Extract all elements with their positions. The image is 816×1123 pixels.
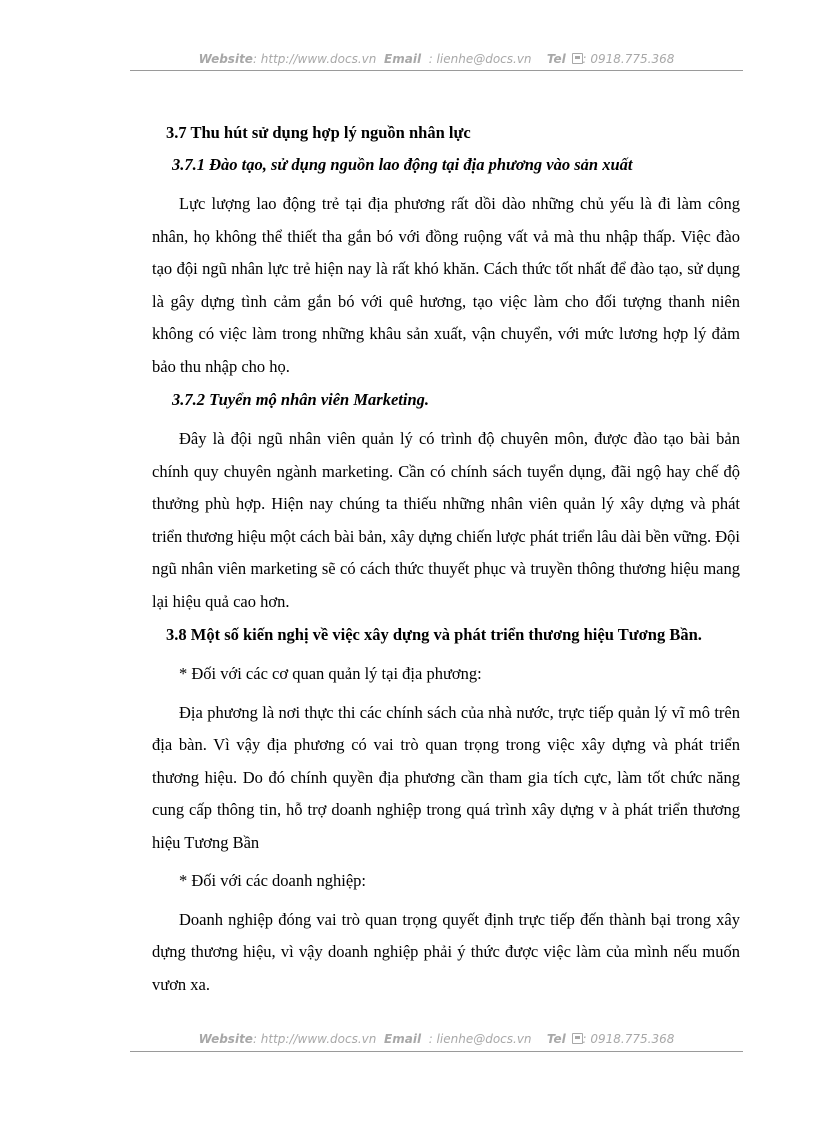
section-3-7-title: 3.7 Thu hút sử dụng hợp lý nguồn nhân lực [166,123,471,142]
page-footer [130,1031,743,1047]
footer-tel-label: Tel [546,1032,566,1046]
footer-email-label: Email [384,1032,422,1046]
paragraph-2: Đây là đội ngũ nhân viên quản lý có trình độ chuyên môn, được đào tạo bài bản chính quy chuyên ngành marketing. Cần có chính sách tuyển dụng, đãi ngộ hay chế độ thưởng phù hợp. Hiện nay chúng ta thiếu những nhân viên quản lý xây dựng và phát triển thương hiệu một cách bài bản, xây dựng chiến lược phát triển lâu dài bền vững. Đội ngũ nhân viên marketing sẽ có cách thức thuyết phục và truyền thông thương hiệu mang lại hiệu quả cao hơn. [152,429,740,611]
paragraph-4: Doanh nghiệp đóng vai trò quan trọng quyết định trực tiếp đến thành bại trong xây dựng thương hiệu, vì vậy doanh nghiệp phải ý thức được việc làm của mình nếu muốn vươn xa. [152,909,740,994]
page-header [130,51,743,67]
document-body [152,118,740,1001]
footer-rule [130,1051,743,1052]
header-rule [130,70,743,71]
footer-website-value: : http://www.docs.vn [252,1032,377,1046]
subsection-3-7-2-title: 3.7.2 Tuyển mộ nhân viên Marketing. [172,390,429,409]
subsection-3-7-1-title: 3.7.1 Đào tạo, sử dụng nguồn lao động tại địa phương vào sản xuất [172,155,633,174]
header-tel-value: : 0918.775.368 [582,52,675,66]
paragraph-1: Lực lượng lao động trẻ tại địa phương rất dồi dào những chủ yếu là đi làm công nhân, họ không thể thiết tha gắn bó với đồng ruộng vất vả mà thu nhập thấp. Việc đào tạo đội ngũ nhân lực trẻ hiện nay là rất khó khăn. Cách thức tốt nhất để đào tạo, sử dụng là gây dựng tình cảm gắn bó với quê hương, tạo việc làm cho đối tượng thanh niên không có việc làm trong những khâu sản xuất, vận chuyển, với mức lương hợp lý đảm bảo thu nhập cho họ. [152,194,740,376]
header-email-label: Email [384,52,422,66]
phone-icon [572,53,583,64]
paragraph-3: Địa phương là nơi thực thi các chính sách của nhà nước, trực tiếp quản lý vĩ mô trên địa bàn. Vì vậy địa phương có vai trò quan trọng trong việc xây dựng và phát triển thương hiệu. Do đó chính quyền địa phương cần tham gia tích cực, làm tốt chức năng cung cấp thông tin, hỗ trợ doanh nghiệp trong quá trình xây dựng v à phát triển thương hiệu Tương Bần [152,702,740,852]
header-tel-label: Tel [546,52,566,66]
section-3-8-title: 3.8 Một số kiến nghị về việc xây dựng và phát triển thương hiệu Tương Bần. [166,625,702,644]
bullet-local-authority: * Đối với các cơ quan quản lý tại địa phương: [179,664,482,683]
header-website-label: Website [198,52,253,66]
footer-email-value: : lienhe@docs.vn [428,1032,532,1046]
footer-tel-value: : 0918.775.368 [582,1032,675,1046]
header-website-value: : http://www.docs.vn [252,52,377,66]
header-email-value: : lienhe@docs.vn [428,52,532,66]
phone-icon [572,1033,583,1044]
bullet-enterprises: * Đối với các doanh nghiệp: [179,871,366,890]
footer-website-label: Website [198,1032,253,1046]
